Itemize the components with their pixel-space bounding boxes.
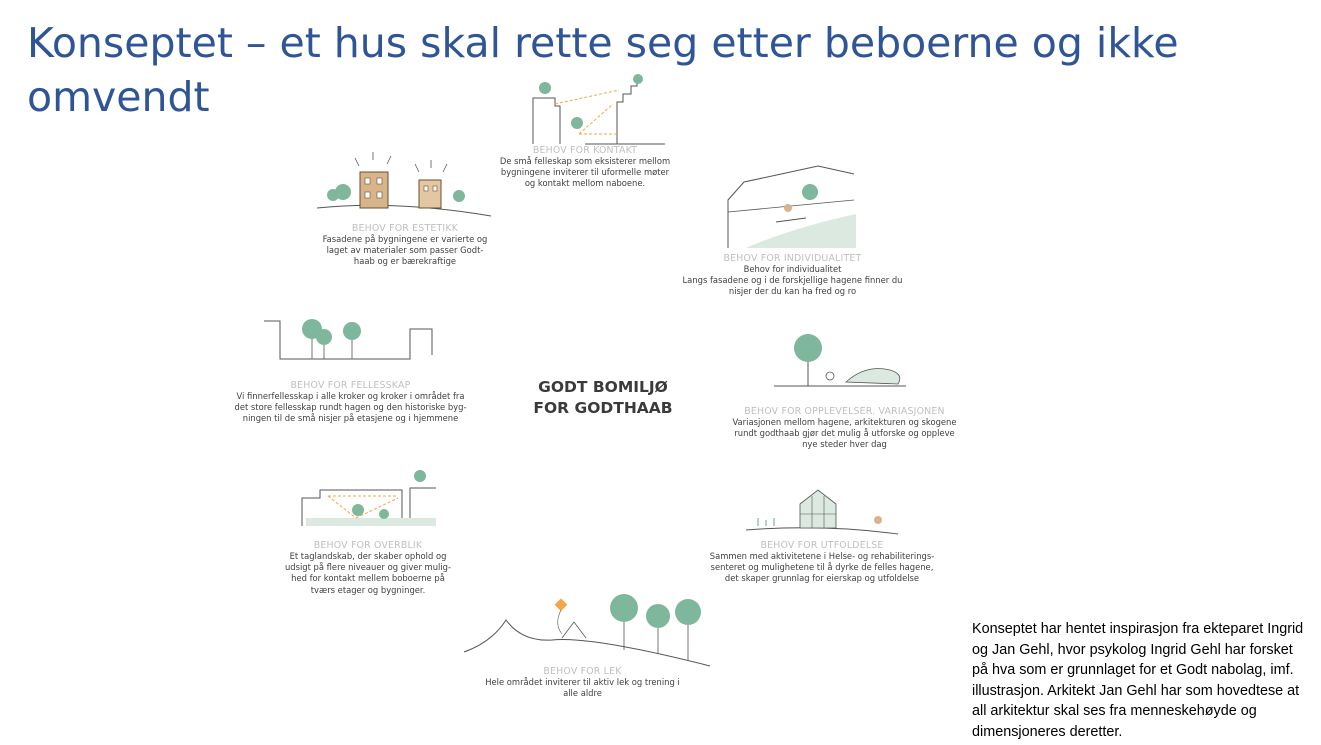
- need-text: De små felleskap som eksisterer mellom: [499, 156, 671, 166]
- estetikk-illustration: [315, 150, 493, 220]
- need-text: nye steder hver dag: [802, 439, 887, 450]
- need-text: Hele området inviterer til aktiv lek og trening i: [485, 677, 680, 687]
- need-text: Behov for individualitet: [743, 264, 842, 274]
- fellesskap-illustration: [262, 313, 440, 363]
- need-text: hed for kontakt mellem boboerne på: [291, 573, 445, 584]
- need-text: bygningene inviterer til uformelle møter: [500, 167, 670, 178]
- need-fellesskap: [218, 380, 483, 425]
- need-text: tværs etager og bygninger.: [310, 584, 426, 595]
- need-heading: BEHOV FOR FELLESSKAP: [290, 380, 411, 391]
- need-overblik: [258, 540, 478, 596]
- need-text: haab og er bærekraftige: [353, 256, 457, 267]
- inspiration-note: Konseptet har hentet inspirasjon fra ekteparet Ingrid og Jan Gehl, hvor psykolog Ingrid Gehl har forsket på hva som er grunnlaget for et Godt nabolag, imf. illustrasjon. Arkitekt Jan Gehl har som hovedtese at all arkitektur skal ses fra menneskehøyde og dimensjoneres deretter.: [972, 621, 1304, 740]
- need-text: Fasadene på bygningene er varierte og: [322, 234, 488, 244]
- need-heading: BEHOV FOR OPPLEVELSER. VARIASJONEN: [744, 406, 945, 417]
- need-text: Et taglandskab, der skaber ophold og: [289, 551, 447, 561]
- slide-title: Konseptet – et hus skal rette seg etter beboerne og ikke omvendt: [27, 19, 1179, 121]
- need-text: nisjer der du kan ha fred og ro: [728, 286, 857, 297]
- need-text: det store fellesskap rundt hagen og den historiske byg-: [234, 402, 467, 413]
- need-estetikk: [295, 223, 515, 268]
- need-heading: BEHOV FOR UTFOLDELSE: [760, 540, 884, 551]
- kontakt-illustration: [525, 72, 675, 146]
- need-heading: BEHOV FOR LEK: [543, 666, 622, 677]
- individualitet-illustration: [722, 162, 862, 254]
- need-heading: BEHOV FOR ESTETIKK: [351, 223, 459, 234]
- need-text: senteret og mulighetene til å dyrke de felles hagene,: [710, 562, 934, 573]
- need-text: Langs fasadene og i de forskjellige hagene finner du: [682, 275, 903, 286]
- need-heading: BEHOV FOR OVERBLIK: [313, 540, 423, 551]
- utfoldelse-illustration: [744, 486, 900, 538]
- need-text: ningen til de små nisjer på etasjene og i hjemmene: [242, 413, 459, 424]
- need-lek: [460, 666, 705, 699]
- need-text: Vi finnerfellesskap i alle kroker og kroker i området fra: [236, 391, 465, 401]
- need-text: det skaper grunnlag for eierskap og utfoldelse: [724, 573, 920, 584]
- need-text: alle aldre: [563, 688, 602, 699]
- need-text: og kontakt mellom naboene.: [524, 178, 646, 189]
- need-heading: BEHOV FOR INDIVIDUALITET: [723, 253, 862, 264]
- center-label: [520, 377, 686, 419]
- need-kontakt: [475, 145, 695, 190]
- overblik-illustration: [298, 466, 440, 532]
- need-individualitet: [670, 253, 915, 298]
- lek-illustration: [462, 590, 712, 668]
- need-text: Sammen med aktivitetene i Helse- og rehabiliterings-: [709, 551, 935, 561]
- need-heading: BEHOV FOR KONTAKT: [532, 145, 638, 156]
- opplevelser-illustration: [770, 330, 910, 392]
- need-opplevelser: [712, 406, 977, 451]
- center-label-line: FOR GODTHAAB: [533, 399, 673, 417]
- need-text: Variasjonen mellom hagene, arkitekturen og skogene: [732, 417, 957, 427]
- need-utfoldelse: [692, 540, 952, 585]
- need-text: laget av materialer som passer Godt-: [326, 245, 484, 256]
- need-text: rundt godthaab gjør det mulig å utforske og oppleve: [734, 428, 955, 439]
- center-label-line: GODT BOMILJØ: [538, 378, 668, 396]
- need-text: udsigt på flere niveauer og giver mulig-: [284, 562, 452, 573]
